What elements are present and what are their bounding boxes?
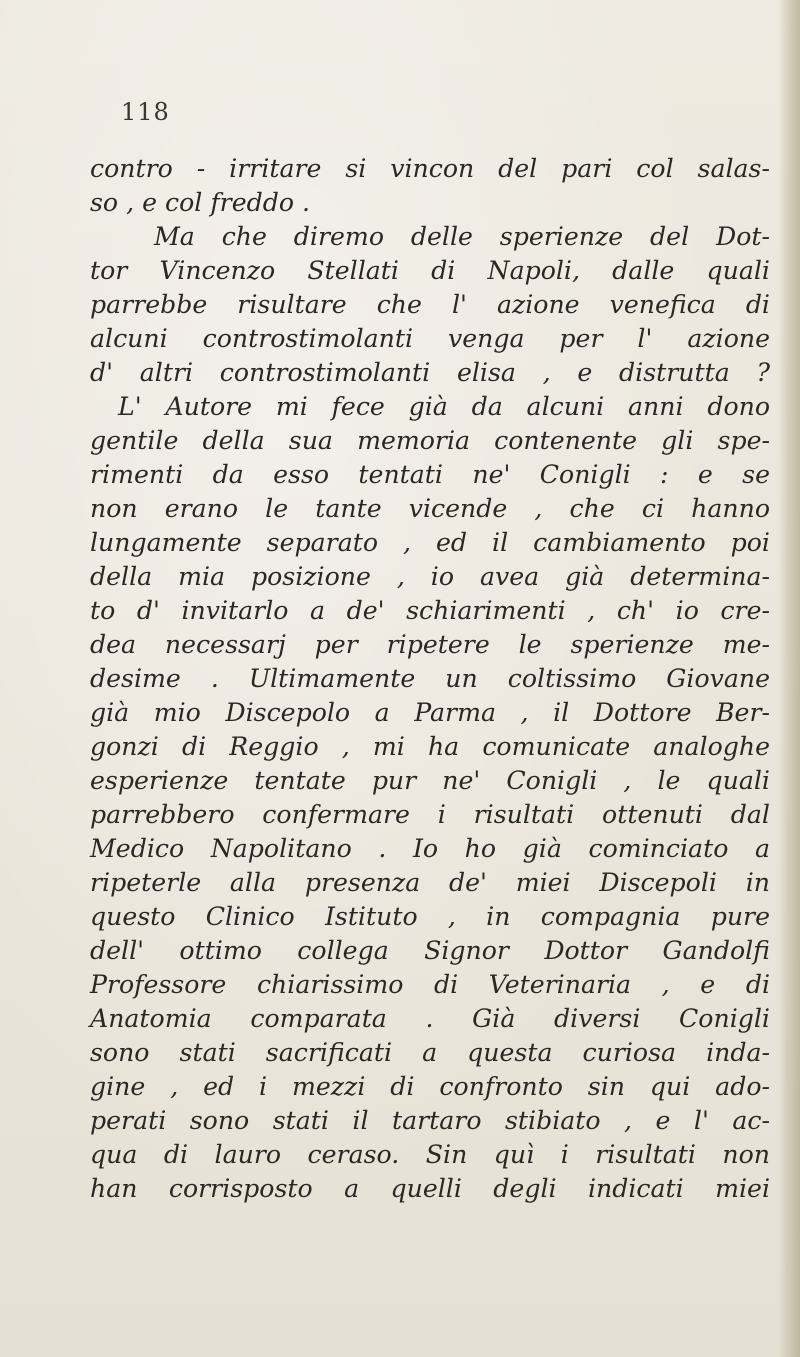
text-line: ripeterle alla presenza de' miei Discepoli in [90, 868, 770, 897]
text-line: gine , ed i mezzi di confronto sin qui ado- [90, 1072, 770, 1101]
text-line: parrebbe risultare che l' azione venefica di [90, 290, 770, 319]
text-line: gentile della sua memoria contenente gli spe- [90, 426, 770, 455]
text-line: han corrisposto a quelli degli indicati miei [90, 1174, 770, 1203]
text-line: Medico Napolitano . Io ho già cominciato a [90, 834, 770, 863]
text-line: to d' invitarlo a de' schiarimenti , ch' io cre- [90, 596, 770, 625]
text-line: dell' ottimo collega Signor Dottor Gandolfi [90, 936, 770, 965]
text-line: della mia posizione , io avea già determina- [90, 562, 770, 591]
body-text [90, 152, 770, 1206]
text-line: alcuni controstimolanti venga per l' azione [90, 324, 770, 353]
text-line: questo Clinico Istituto , in compagnia pure [90, 902, 770, 931]
text-line: lungamente separato , ed il cambiamento poi [90, 528, 770, 557]
text-line: Ma che diremo delle sperienze del Dot- [154, 222, 770, 251]
text-line: gonzi di Reggio , mi ha comunicate analoghe [90, 732, 770, 761]
text-line: già mio Discepolo a Parma , il Dottore Ber- [90, 698, 770, 727]
text-line: Professore chiarissimo di Veterinaria , e di [90, 970, 770, 999]
text-line: L' Autore mi fece già da alcuni anni dono [118, 392, 770, 421]
page-number: 118 [121, 98, 170, 126]
text-line: sono stati sacrificati a questa curiosa inda- [90, 1038, 770, 1067]
page-binding-edge [778, 0, 800, 1357]
text-line: dea necessarj per ripetere le sperienze me- [90, 630, 770, 659]
text-line: non erano le tante vicende , che ci hanno [90, 494, 770, 523]
text-line: Anatomia comparata . Già diversi Conigli [90, 1004, 770, 1033]
text-line: qua di lauro ceraso. Sin quì i risultati non [90, 1140, 770, 1169]
text-line: so , e col freddo . [90, 188, 311, 217]
text-line: d' altri controstimolanti elisa , e distrutta ? [90, 358, 770, 387]
text-line: esperienze tentate pur ne' Conigli , le quali [90, 766, 770, 795]
text-line: rimenti da esso tentati ne' Conigli : e se [90, 460, 770, 489]
text-line: parrebbero confermare i risultati ottenuti dal [90, 800, 770, 829]
text-line: perati sono stati il tartaro stibiato , e l' ac- [90, 1106, 770, 1135]
text-line: contro - irritare si vincon del pari col salas- [90, 154, 770, 183]
text-line: tor Vincenzo Stellati di Napoli, dalle quali [90, 256, 770, 285]
text-line: desime . Ultimamente un coltissimo Giovane [90, 664, 770, 693]
